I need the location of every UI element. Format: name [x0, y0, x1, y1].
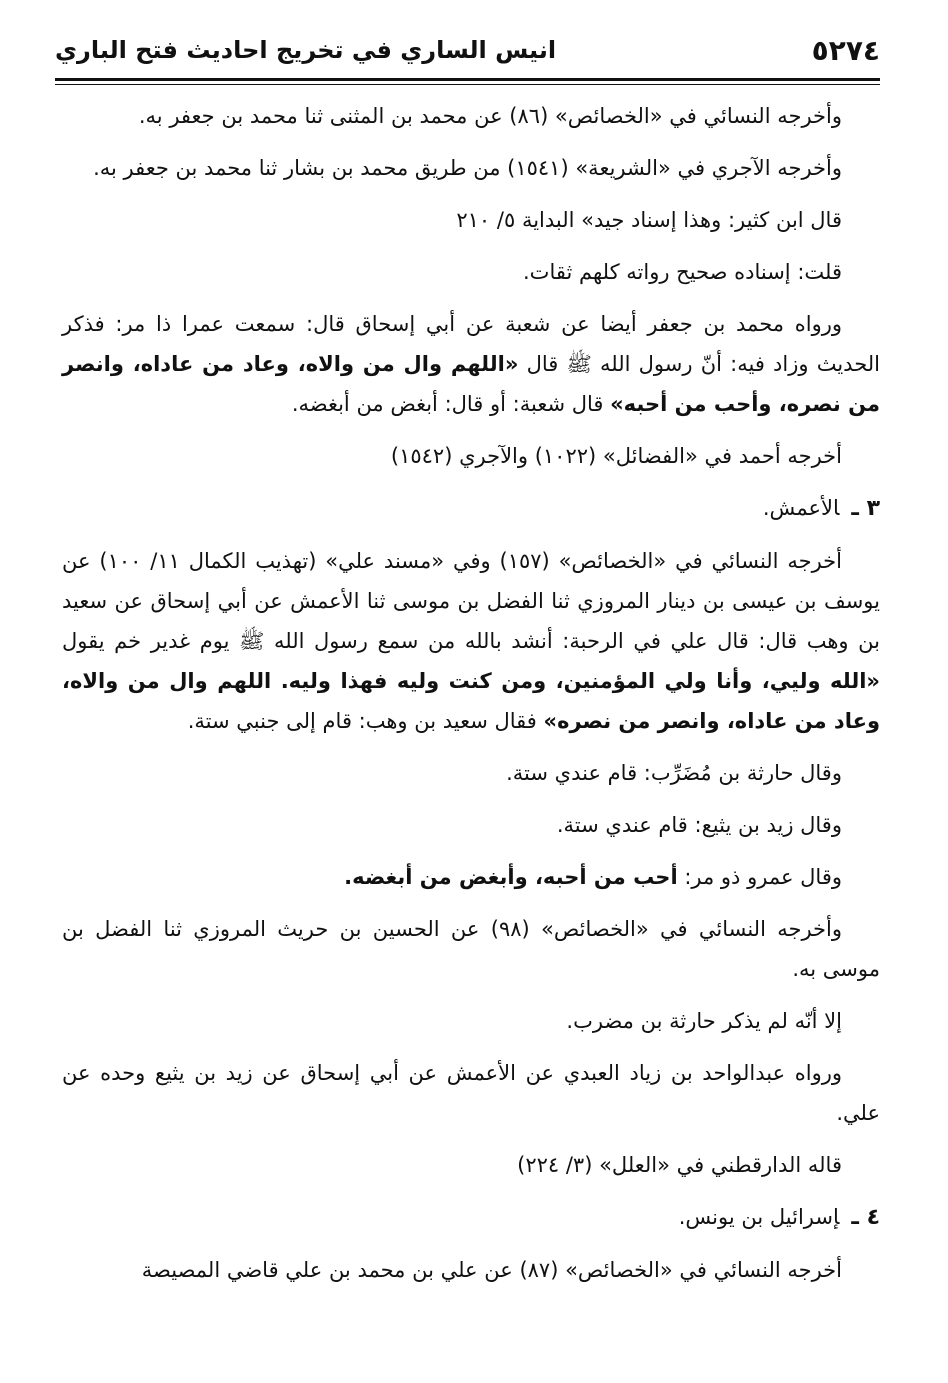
paragraph: وقال حارثة بن مُضَرِّب: قام عندي ستة. — [506, 761, 842, 785]
item-number: ٣ ـ — [851, 496, 880, 521]
paragraph — [62, 541, 880, 741]
item-label: الأعمش. — [762, 496, 840, 520]
paragraph: أخرجه النسائي في «الخصائص» (٨٧) عن علي بن محمد بن علي قاضي المصيصة — [141, 1258, 842, 1282]
hadith-quote: «اللهم وال من والاه، وعاد من عاداه، وانصر من نصره، وأحب من أحبه» — [62, 352, 880, 416]
paragraph-text: ورواه محمد بن جعفر أيضا عن شعبة عن أبي إسحاق قال: سمعت عمرا ذا مر: فذكر الحديث وزاد فيه: أنّ رسول الله ﷺ قال — [62, 312, 880, 376]
running-title: انيس الساري في تخريج احاديث فتح الباري — [55, 36, 557, 64]
paragraph-text: قال شعبة: أو قال: أبغض من أبغضه. — [291, 392, 611, 416]
paragraph: وقال زيد بن يثيع: قام عندي ستة. — [556, 813, 842, 837]
numbered-heading — [62, 488, 880, 529]
hadith-quote: «الله وليي، وأنا ولي المؤمنين، ومن كنت وليه فهذا وليه. اللهم وال من والاه، وعاد من عاداه، وانصر من نصره» — [62, 669, 880, 733]
paragraph: قال ابن كثير: وهذا إسناد جيد» البداية ٥/ ٢١٠ — [456, 208, 842, 232]
paragraph: أخرجه أحمد في «الفضائل» (١٠٢٢) والآجري (١٥٤٢) — [390, 444, 842, 468]
page-number: ٥٢٧٤ — [811, 33, 880, 67]
paragraph: وأخرجه النسائي في «الخصائص» (٨٦) عن محمد بن المثنى ثنا محمد بن جعفر به. — [138, 104, 842, 128]
paragraph: ورواه عبدالواحد بن زياد العبدي عن الأعمش عن أبي إسحاق عن زيد بن يثيع وحده عن علي. — [62, 1061, 880, 1125]
item-label: إسرائيل بن يونس. — [678, 1205, 840, 1229]
paragraph: وأخرجه النسائي في «الخصائص» (٩٨) عن الحسين بن حريث المروزي ثنا الفضل بن موسى به. — [62, 917, 880, 981]
paragraph — [62, 304, 880, 424]
paragraph-text: فقال سعيد بن وهب: قام إلى جنبي ستة. — [187, 709, 544, 733]
paragraph: قاله الدارقطني في «العلل» (٣/ ٢٢٤) — [517, 1153, 842, 1177]
header-rule — [55, 78, 880, 85]
page-header — [55, 24, 880, 76]
paragraph-text: وقال عمرو ذو مر: — [677, 865, 842, 889]
paragraph — [62, 857, 880, 897]
page-body — [62, 96, 880, 1302]
paragraph-text: أخرجه النسائي في «الخصائص» (١٥٧) وفي «مسند علي» (تهذيب الكمال ١١/ ١٠٠) عن يوسف بن عيسى بن دينار المروزي ثنا الفضل بن موسى ثنا الأعمش عن أبي إسحاق عن سعيد بن وهب قال: قال علي في الرحبة: أنشد بالله من سمع رسول الله ﷺ يوم غدير خم يقول — [62, 549, 880, 653]
paragraph: إلا أنّه لم يذكر حارثة بن مضرب. — [566, 1009, 842, 1033]
paragraph: قلت: إسناده صحيح رواته كلهم ثقات. — [523, 260, 842, 284]
numbered-heading — [62, 1197, 880, 1238]
paragraph: وأخرجه الآجري في «الشريعة» (١٥٤١) من طريق محمد بن بشار ثنا محمد بن جعفر به. — [93, 156, 842, 180]
hadith-quote: أحب من أحبه، وأبغض من أبغضه. — [344, 865, 678, 889]
item-number: ٤ ـ — [851, 1205, 880, 1230]
